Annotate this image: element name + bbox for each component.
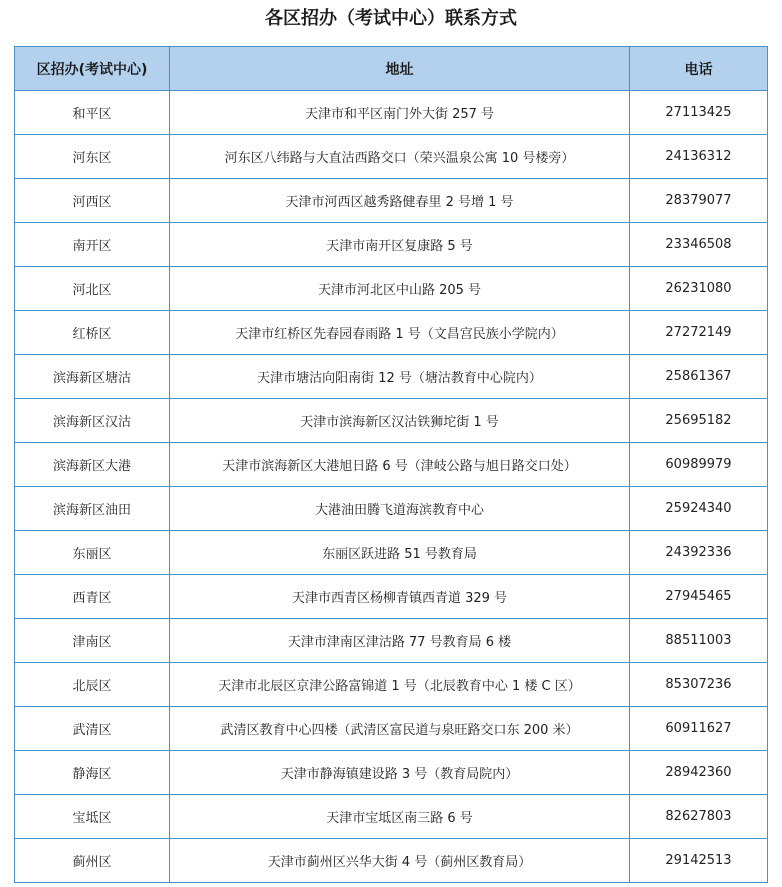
- table-row: [15, 223, 768, 267]
- phone-cell: 29142513: [630, 839, 768, 883]
- address-cell: 天津市西青区杨柳青镇西青道 329 号: [170, 575, 630, 619]
- address-cell: 天津市河西区越秀路健春里 2 号增 1 号: [170, 179, 630, 223]
- district-cell: 东丽区: [15, 531, 170, 575]
- district-cell: 静海区: [15, 751, 170, 795]
- address-cell: 东丽区跃进路 51 号教育局: [170, 531, 630, 575]
- phone-cell: 27272149: [630, 311, 768, 355]
- table-row: [15, 619, 768, 663]
- address-cell: 天津市宝坻区南三路 6 号: [170, 795, 630, 839]
- district-cell: 滨海新区油田: [15, 487, 170, 531]
- column-header-phone: 电话: [630, 47, 768, 91]
- address-cell: 天津市河北区中山路 205 号: [170, 267, 630, 311]
- column-header-address: 地址: [170, 47, 630, 91]
- district-cell: 和平区: [15, 91, 170, 135]
- table-row: [15, 751, 768, 795]
- district-cell: 河西区: [15, 179, 170, 223]
- address-cell: 天津市滨海新区汉沽铁狮坨街 1 号: [170, 399, 630, 443]
- district-cell: 宝坻区: [15, 795, 170, 839]
- address-cell: 天津市南开区复康路 5 号: [170, 223, 630, 267]
- table-row: [15, 487, 768, 531]
- table-row: [15, 795, 768, 839]
- phone-cell: 82627803: [630, 795, 768, 839]
- table-row: [15, 135, 768, 179]
- address-cell: 天津市和平区南门外大街 257 号: [170, 91, 630, 135]
- address-cell: 天津市塘沽向阳南街 12 号（塘沽教育中心院内）: [170, 355, 630, 399]
- phone-cell: 23346508: [630, 223, 768, 267]
- table-body: [15, 91, 768, 883]
- address-cell: 天津市红桥区先春园春雨路 1 号（文昌宫民族小学院内）: [170, 311, 630, 355]
- table-row: [15, 179, 768, 223]
- address-cell: 天津市北辰区京津公路富锦道 1 号（北辰教育中心 1 楼 C 区）: [170, 663, 630, 707]
- district-cell: 红桥区: [15, 311, 170, 355]
- district-cell: 津南区: [15, 619, 170, 663]
- table-row: [15, 663, 768, 707]
- phone-cell: 27945465: [630, 575, 768, 619]
- district-cell: 滨海新区塘沽: [15, 355, 170, 399]
- address-cell: 天津市津南区津沽路 77 号教育局 6 楼: [170, 619, 630, 663]
- table-row: [15, 399, 768, 443]
- phone-cell: 26231080: [630, 267, 768, 311]
- address-cell: 河东区八纬路与大直沽西路交口（荣兴温泉公寓 10 号楼旁）: [170, 135, 630, 179]
- table-row: [15, 267, 768, 311]
- phone-cell: 24136312: [630, 135, 768, 179]
- address-cell: 天津市蓟州区兴华大街 4 号（蓟州区教育局）: [170, 839, 630, 883]
- table-row: [15, 575, 768, 619]
- table-row: [15, 531, 768, 575]
- district-cell: 蓟州区: [15, 839, 170, 883]
- table-row: [15, 707, 768, 751]
- page-title: 各区招办（考试中心）联系方式: [265, 8, 517, 29]
- column-header-district: 区招办(考试中心): [15, 47, 170, 91]
- district-cell: 滨海新区大港: [15, 443, 170, 487]
- phone-cell: 85307236: [630, 663, 768, 707]
- phone-cell: 27113425: [630, 91, 768, 135]
- phone-cell: 60911627: [630, 707, 768, 751]
- address-cell: 天津市滨海新区大港旭日路 6 号（津岐公路与旭日路交口处）: [170, 443, 630, 487]
- phone-cell: 25861367: [630, 355, 768, 399]
- phone-cell: 28379077: [630, 179, 768, 223]
- district-cell: 滨海新区汉沽: [15, 399, 170, 443]
- table-row: [15, 355, 768, 399]
- phone-cell: 28942360: [630, 751, 768, 795]
- district-cell: 西青区: [15, 575, 170, 619]
- phone-cell: 60989979: [630, 443, 768, 487]
- district-cell: 武清区: [15, 707, 170, 751]
- table-row: [15, 443, 768, 487]
- address-cell: 天津市静海镇建设路 3 号（教育局院内）: [170, 751, 630, 795]
- district-cell: 北辰区: [15, 663, 170, 707]
- phone-cell: 88511003: [630, 619, 768, 663]
- table-row: [15, 311, 768, 355]
- table-header-row: [15, 47, 768, 91]
- address-cell: 大港油田腾飞道海滨教育中心: [170, 487, 630, 531]
- contact-table: [14, 46, 768, 883]
- table-row: [15, 839, 768, 883]
- phone-cell: 25924340: [630, 487, 768, 531]
- district-cell: 南开区: [15, 223, 170, 267]
- address-cell: 武清区教育中心四楼（武清区富民道与泉旺路交口东 200 米）: [170, 707, 630, 751]
- table-row: [15, 91, 768, 135]
- phone-cell: 24392336: [630, 531, 768, 575]
- district-cell: 河北区: [15, 267, 170, 311]
- district-cell: 河东区: [15, 135, 170, 179]
- phone-cell: 25695182: [630, 399, 768, 443]
